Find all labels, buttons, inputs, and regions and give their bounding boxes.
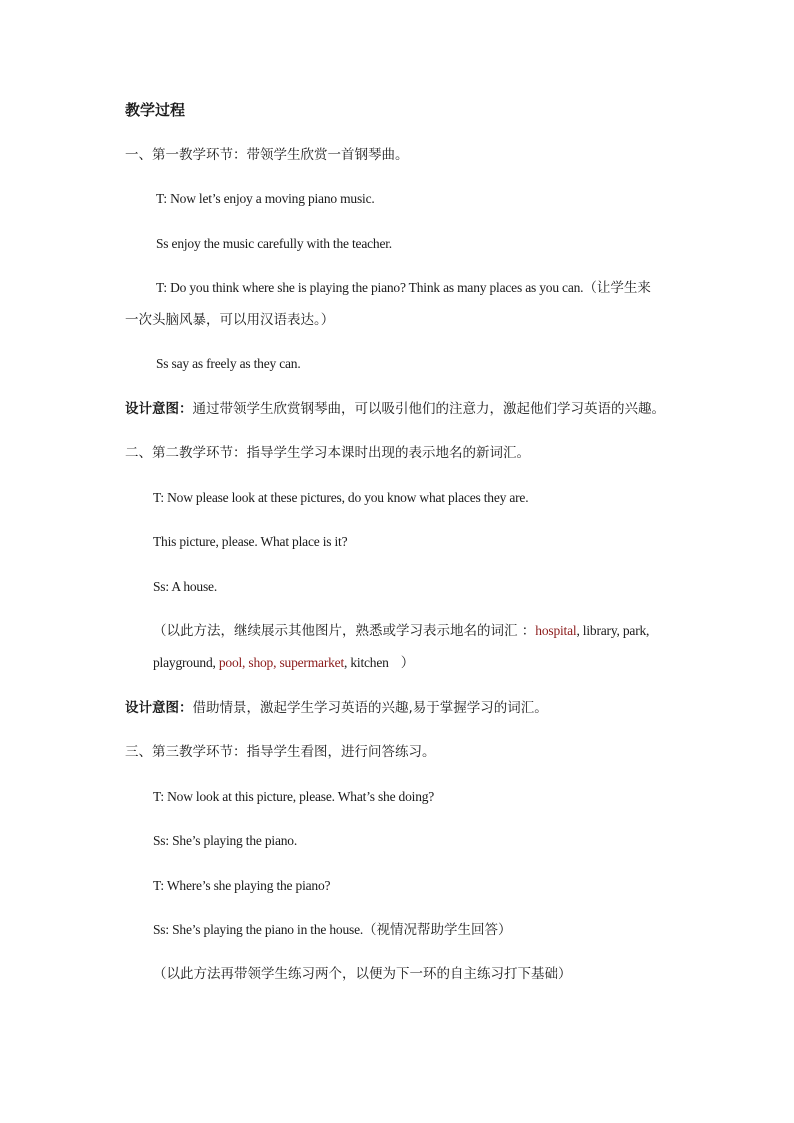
step1-line3-cn: （让学生来 (583, 280, 651, 296)
step1-line4: Ss say as freely as they can. (156, 356, 301, 371)
step3-line2: Ss: She’s playing the piano. (153, 833, 298, 848)
step3-line1: T: Now look at this picture, please. What’s she doing? (153, 789, 435, 804)
step2-line2: This picture, please. What place is it? (153, 534, 348, 549)
step1-line3-en: T: Do you think where she is playing the piano? Think as many places as you can. (156, 280, 584, 295)
vocab-separator-1: , library, park, (576, 623, 650, 638)
vocab-pool: pool (218, 655, 243, 670)
vocab-kitchen: , kitchen (344, 655, 389, 670)
step3-line4-en: Ss: She’s playing the piano in the house. (153, 922, 364, 937)
page-title: 教学过程 (125, 101, 186, 119)
step2-heading: 二、第二教学环节：指导学生学习本课时出现的表示地名的新词汇。 (125, 445, 530, 461)
step1-line3 (156, 279, 651, 298)
step2-line3: Ss: A house. (153, 579, 217, 594)
step2-vocab-line-continued (153, 654, 414, 673)
vocab-supermarket: supermarket (279, 655, 345, 670)
step1-line1: T: Now let’s enjoy a moving piano music. (156, 191, 375, 206)
step3-line4-cn: （视情况帮助学生回答） (363, 922, 512, 938)
vocab-playground: playground, (153, 655, 219, 670)
step2-intent-text: 借助情景，激起学生学习英语的兴趣,易于掌握学习的词汇。 (192, 700, 548, 716)
step2-vocab-line (153, 622, 649, 641)
step2-design-intent (125, 699, 548, 717)
step2-intent-label: 设计意图： (125, 700, 193, 716)
vocab-separator-3: , (273, 655, 280, 670)
step3-line5: （以此方法再带领学生练习两个，以便为下一环的自主练习打下基础） (153, 966, 572, 982)
step1-design-intent (125, 400, 665, 418)
step3-heading: 三、第三教学环节：指导学生看图，进行问答练习。 (125, 744, 436, 760)
step1-intent-text: 通过带领学生欣赏钢琴曲，可以吸引他们的注意力，激起他们学习英语的兴趣。 (192, 401, 665, 417)
step3-line3: T: Where’s she playing the piano? (153, 878, 331, 893)
vocab-shop: shop (248, 655, 274, 670)
step1-heading: 一、第一教学环节：带领学生欣赏一首钢琴曲。 (125, 147, 409, 163)
step3-line4 (153, 921, 512, 940)
vocab-hospital: hospital (535, 623, 577, 638)
step2-line1: T: Now please look at these pictures, do you know what places they are. (153, 490, 529, 505)
step1-line2: Ss enjoy the music carefully with the teacher. (156, 236, 392, 251)
step1-line3-continued: 一次头脑风暴，可以用汉语表达。） (125, 312, 335, 328)
vocab-close-paren: ） (400, 655, 415, 671)
step1-intent-label: 设计意图： (125, 401, 193, 417)
vocab-separator-2: , (242, 655, 249, 670)
step2-vocab-intro: （以此方法，继续展示其他图片，熟悉或学习表示地名的词汇 ： (153, 623, 536, 639)
